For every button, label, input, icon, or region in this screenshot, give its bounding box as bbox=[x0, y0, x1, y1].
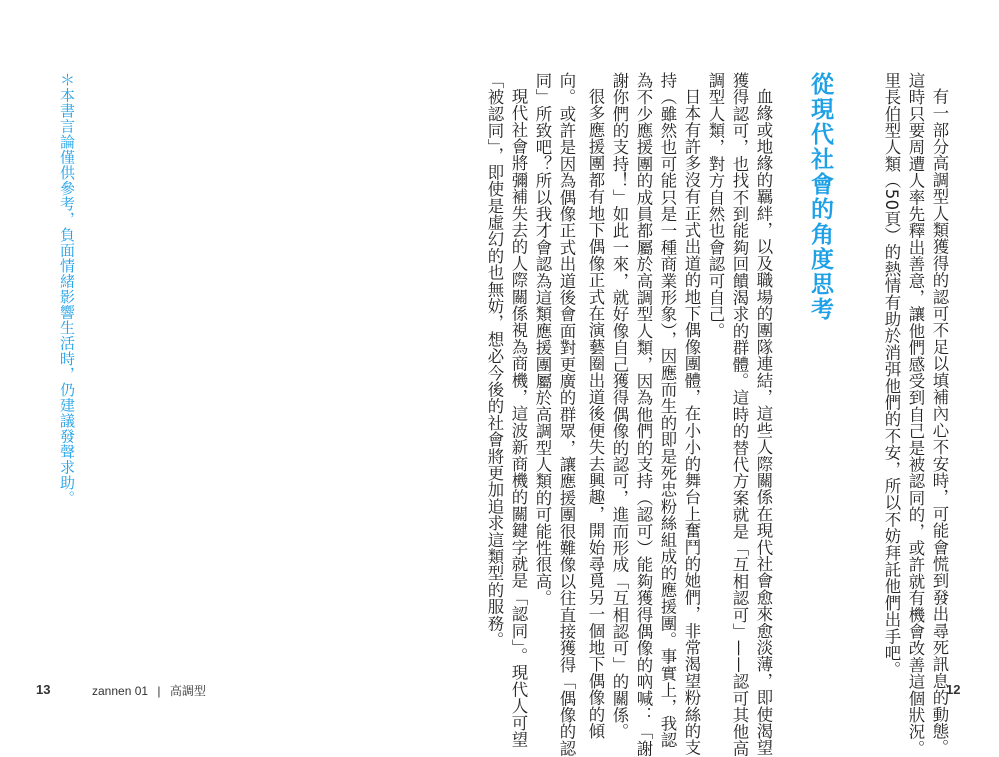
body-line: 同」所致吧？所以我才會認為這類應援團屬於高調型人類的可能性很高。 bbox=[533, 72, 552, 607]
body-line: 血緣或地緣的羈絆，以及職場的團隊連結，這些人際關係在現代社會愈來愈淡薄，即使渴望 bbox=[754, 88, 773, 756]
disclaimer-note: ＊本書言論僅供參考，負面情緒影響生活時，仍建議發聲求助。 bbox=[58, 72, 76, 506]
body-line: 很多應援團都有地下偶像正式在演藝圈出道後便失去興趣，開始尋覓另一個地下偶像的傾 bbox=[586, 88, 605, 740]
body-line: 這時只要周遭人率先釋出善意，讓他們感受到自己是被認同的，或許就有機會改善這個狀況。 bbox=[906, 72, 925, 757]
page-number-left: 13 bbox=[36, 682, 51, 697]
body-line: 為不少應援團的成員都屬於高調型人類，因為他們的支持（認可）能夠獲得偶像的吶喊：「謝 bbox=[634, 72, 653, 757]
body-line: 「被認同」，即使是虛幻的也無妨，想必今後的社會將更加追求這類型的服務。 bbox=[485, 72, 504, 649]
body-line: 向。或許是因為偶像正式出道後會面對更廣的群眾，讓應援團很難像以往直接獲得「偶像的認 bbox=[557, 72, 576, 757]
series-label: zannen 01 bbox=[92, 684, 149, 698]
body-line: 里長伯型人類（50頁）的熱情有助於消弭他們的不安，所以不妨拜託他們出手吧。 bbox=[882, 72, 901, 678]
body-line: 調型人類，對方自然也會認可自己。 bbox=[706, 72, 725, 340]
chapter-label: 高調型 bbox=[169, 684, 206, 698]
page-number-right: 12 bbox=[946, 682, 961, 697]
body-line: 謝你們的支持！」如此一來，就好像自己獲得偶像的認可，進而形成「互相認可」的關係。 bbox=[610, 72, 629, 740]
body-line: 持（雖然也可能只是一種商業形象），因應而生的即是死忠粉絲組成的應援團。事實上，我認 bbox=[658, 72, 677, 749]
body-line: 有一部分高調型人類獲得的認可不足以填補內心不安時，可能會慌到發出尋死訊息的動態。 bbox=[930, 88, 949, 756]
body-line: 現代社會將彌補失去的人際關係視為商機，這波新商機的關鍵字就是「認同」。現代人可望 bbox=[509, 88, 528, 748]
section-heading: 從現代社會的角度思考 bbox=[807, 72, 833, 322]
body-line: 日本有許多沒有正式出道的地下偶像團體，在小小的舞台上奮鬥的她們，非常渴望粉絲的支 bbox=[682, 88, 701, 756]
footer-separator: | bbox=[157, 684, 161, 698]
body-line: 獲得認可，也找不到能夠回饋渴求的群體。這時的替代方案就是「互相認可」——認可其他高 bbox=[730, 72, 749, 757]
running-footer bbox=[92, 682, 206, 699]
